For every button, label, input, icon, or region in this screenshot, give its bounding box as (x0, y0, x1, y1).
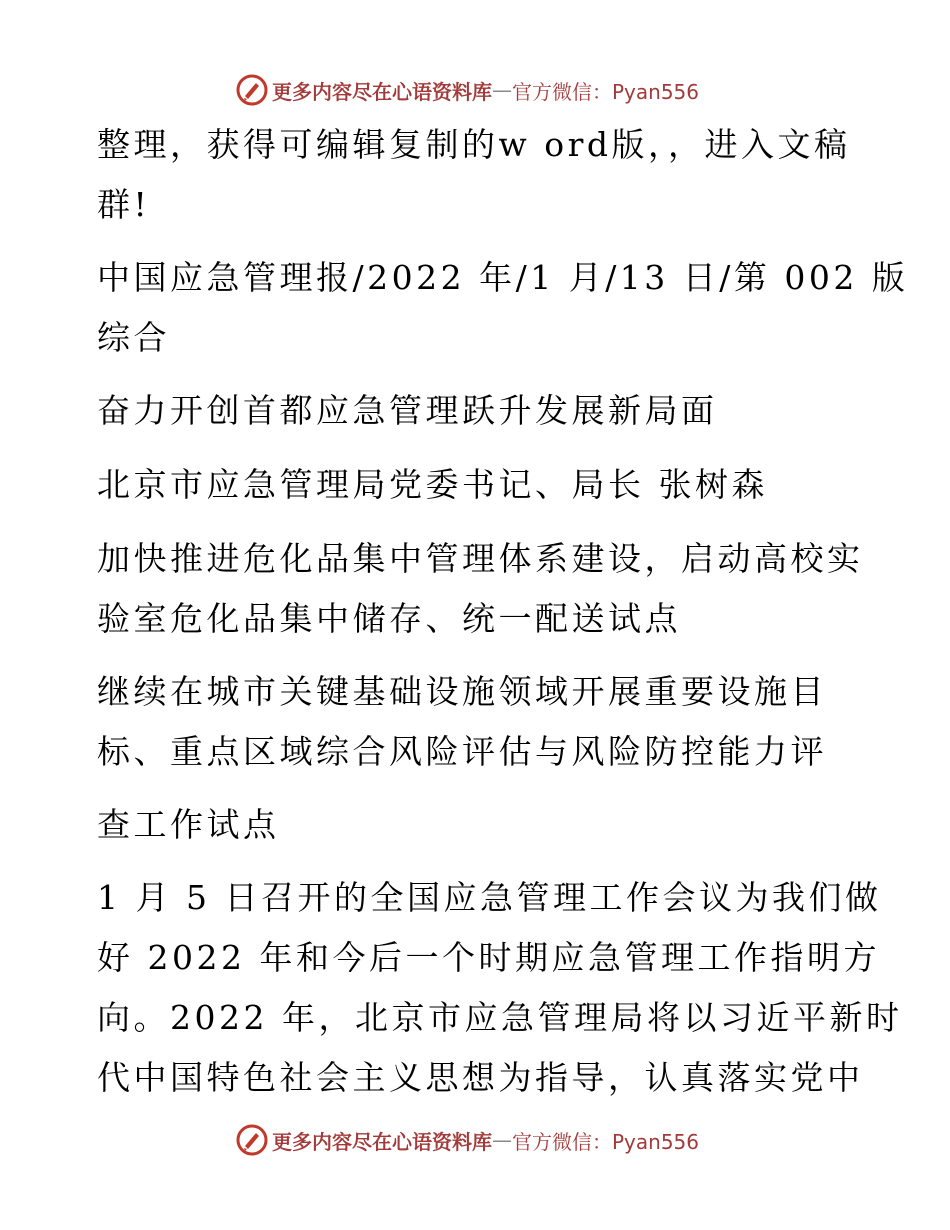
text-line: 加快推进危化品集中管理体系建设，启动高校实 (97, 539, 864, 578)
header-watermark (236, 73, 699, 107)
text-line: 中国应急管理报/2022 年/1 月/13 日/第 002 版 (97, 258, 909, 297)
text-line: 综合 (97, 318, 170, 357)
text-line: 查工作试点 (97, 805, 280, 844)
text-line: 整理，获得可编辑复制的w ord版，，进入文稿 (97, 125, 851, 164)
watermark-brand-text: 更多内容尽在心语资料库 (272, 1129, 492, 1154)
text-line: 向。2022 年，北京市应急管理局将以习近平新时 (97, 998, 903, 1037)
brand-logo-icon (236, 1124, 268, 1156)
watermark-brand-text: 更多内容尽在心语资料库 (272, 79, 492, 104)
watermark-separator: — (492, 78, 512, 102)
text-line: 继续在城市关键基础设施领域开展重要设施目 (97, 672, 827, 711)
footer-watermark (236, 1123, 699, 1157)
watermark-wechat-text: 官方微信：Pyan556 (512, 79, 700, 104)
text-line: 群! (97, 185, 151, 224)
brand-logo-icon (236, 74, 268, 106)
text-line: 好 2022 年和今后一个时期应急管理工作指明方 (97, 938, 880, 977)
text-line: 标、重点区域综合风险评估与风险防控能力评 (97, 732, 827, 771)
text-line: 代中国特色社会主义思想为指导，认真落实党中 (97, 1058, 864, 1097)
text-line: 北京市应急管理局党委书记、局长 张树森 (97, 465, 768, 504)
text-line: 验室危化品集中储存、统一配送试点 (97, 599, 681, 638)
text-line: 奋力开创首都应急管理跃升发展新局面 (97, 391, 718, 430)
watermark-wechat-text: 官方微信：Pyan556 (512, 1129, 700, 1154)
watermark-separator: — (492, 1128, 512, 1152)
text-line: 1 月 5 日召开的全国应急管理工作会议为我们做 (97, 878, 882, 917)
